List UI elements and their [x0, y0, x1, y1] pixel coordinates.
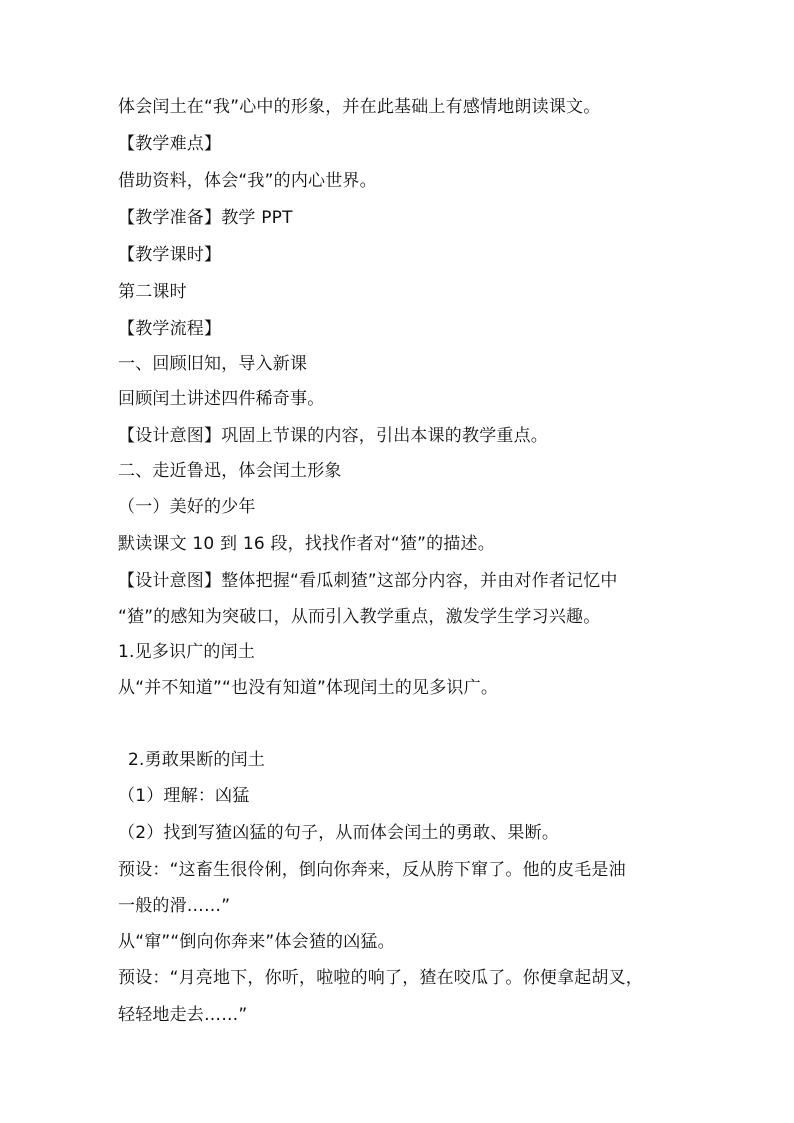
- text-line: 借助资料，体会“我”的内心世界。: [118, 171, 377, 191]
- text-line: （1）理解：凶猛: [118, 786, 250, 806]
- text-line: “猹”的感知为突破口，从而引入教学重点，激发学生学习兴趣。: [118, 607, 601, 627]
- text-line: 一般的滑……”: [118, 896, 231, 916]
- text-line: 轻轻地走去……”: [118, 1005, 248, 1025]
- section-heading: 【教学难点】: [118, 134, 222, 154]
- text-line: 默读课文 10 到 16 段，找找作者对“猹”的描述。: [118, 534, 495, 554]
- subsection-heading: 2.勇敢果断的闰土: [128, 750, 266, 770]
- subsection-heading: 二、走近鲁迅，体会闰土形象: [118, 461, 342, 481]
- subsection-heading: 1.见多识广的闰土: [118, 642, 256, 662]
- subsection-heading: （一）美好的少年: [118, 497, 256, 517]
- text-line: 回顾闰土讲述四件稀奇事。: [118, 389, 325, 409]
- text-line: 【设计意图】整体把握“看瓜刺猹”这部分内容，并由对作者记忆中: [118, 571, 618, 591]
- text-line: 预设：“月亮地下，你听，啦啦的响了，猹在咬瓜了。你便拿起胡叉，: [118, 968, 644, 988]
- text-line: 预设：“这畜生很伶俐，倒向你奔来，反从胯下窜了。他的皮毛是油: [118, 860, 626, 880]
- section-heading: 【教学准备】教学 PPT: [118, 208, 293, 228]
- section-heading: 【教学流程】: [118, 319, 222, 339]
- text-line: 第二课时: [118, 282, 187, 302]
- subsection-heading: 一、回顾旧知，导入新课: [118, 354, 308, 374]
- text-line: 从“并不知道”“也没有知道”体现闰土的见多识广。: [118, 678, 499, 698]
- text-line: （2）找到写猹凶猛的句子，从而体会闰土的勇敢、果断。: [118, 823, 560, 843]
- text-line: 体会闰土在“我”心中的形象，并在此基础上有感情地朗读课文。: [118, 97, 601, 117]
- section-heading: 【教学课时】: [118, 245, 222, 265]
- text-line: 【设计意图】巩固上节课的内容，引出本课的教学重点。: [118, 426, 548, 446]
- text-line: 从“窜”“倒向你奔来”体会猹的凶猛。: [118, 932, 395, 952]
